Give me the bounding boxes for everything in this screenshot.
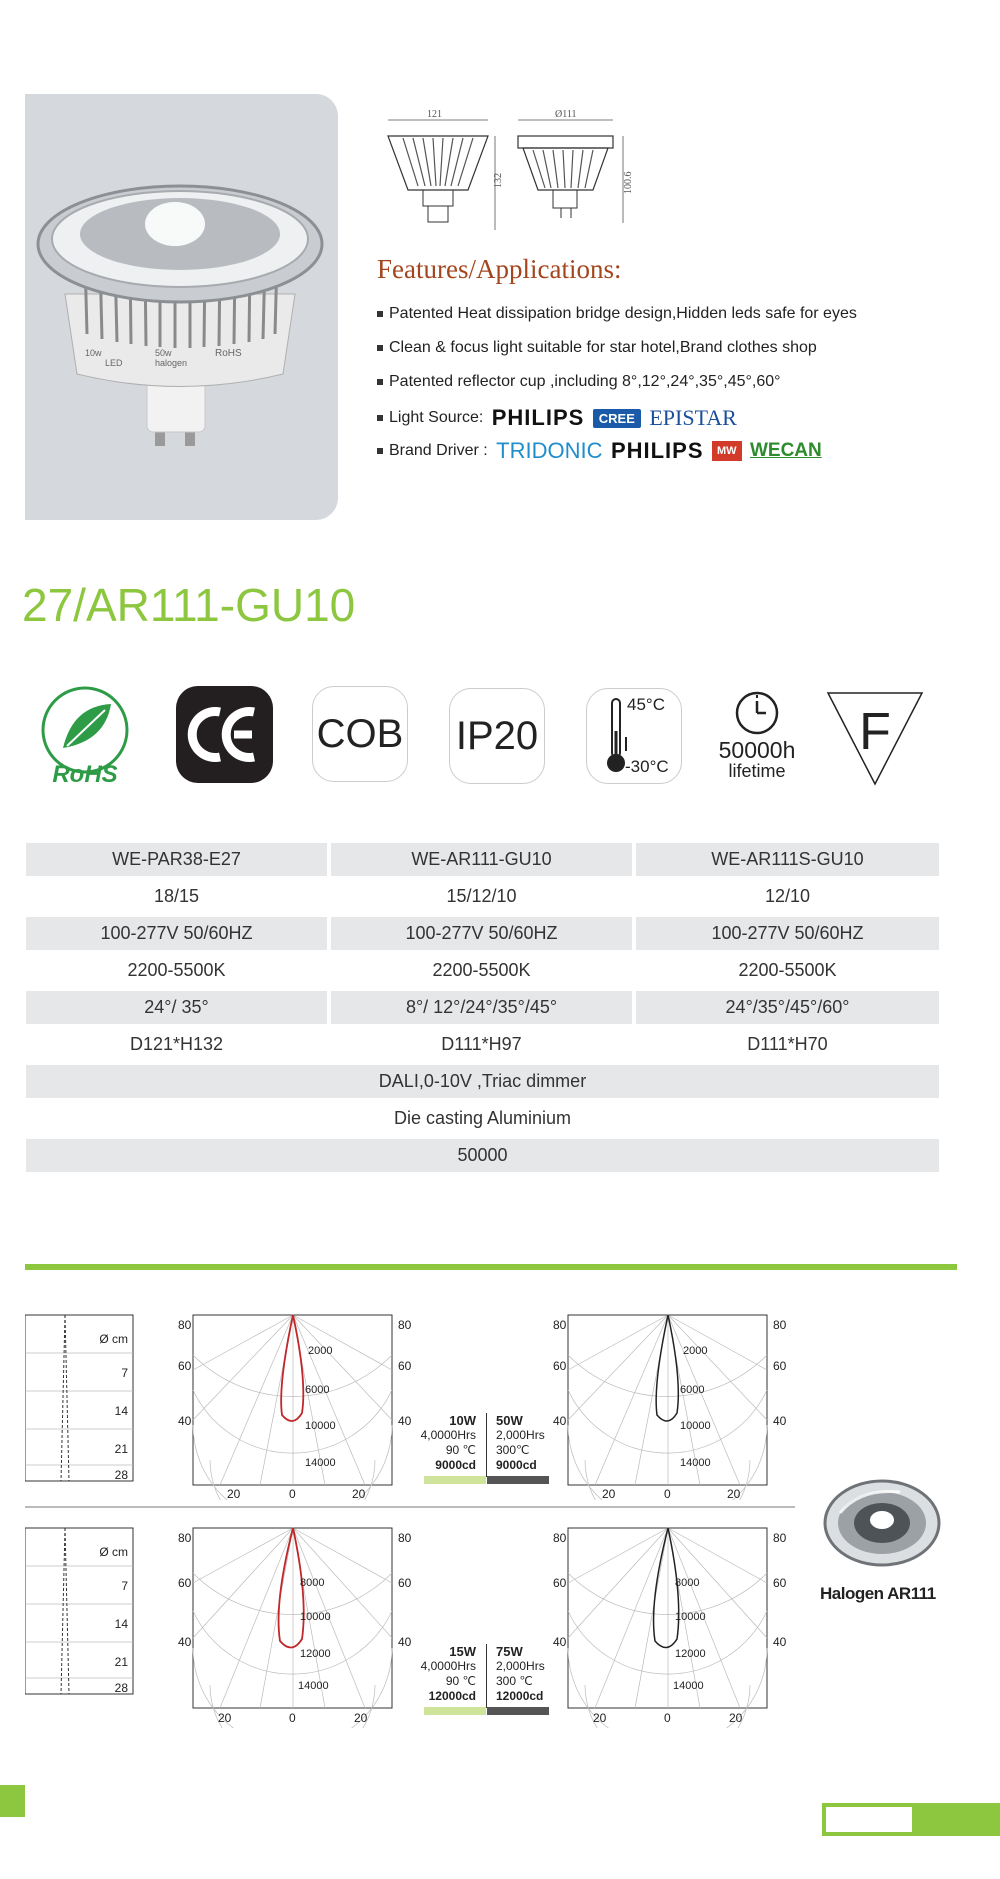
angle-tick: 80 [553,1531,567,1545]
angle-tick: 40 [178,1414,192,1428]
angle-tick: 60 [178,1576,192,1590]
angle-tick: 40 [398,1414,412,1428]
energy-class-letter: F [859,703,891,761]
bullet-icon [377,345,383,351]
photo-label-50w: 50w [155,348,172,358]
halogen-caption: Halogen AR111 [820,1584,936,1603]
meanwell-logo: MW [712,441,742,461]
table-cell: 12/10 [764,886,811,906]
angle-tick: 40 [553,1414,567,1428]
photo-label-halogen: halogen [155,358,188,368]
polar-chart-led-row1 [170,1310,430,1500]
brand-driver-row [377,438,822,464]
table-cell: WE-AR111S-GU10 [636,843,939,876]
intensity-label: 10000 [305,1420,336,1432]
distance-tick: 21 [114,1655,128,1669]
polar-chart-led-row2 [170,1523,430,1728]
tridonic-logo: TRIDONIC [496,438,603,463]
model-title: 27/AR111-GU10 [22,579,356,631]
table-cell: 18/15 [153,886,200,906]
distance-tick: 14 [114,1404,128,1418]
temperature-icon [586,688,682,784]
led-watt: 15W [449,1644,476,1659]
product-photo [25,94,338,520]
footer-accent-right [822,1803,1000,1836]
angle-tick: 60 [398,1359,412,1373]
table-row [26,991,939,1024]
row-divider [25,1506,795,1508]
angle-tick: 40 [773,1635,787,1649]
table-cell: D111*H97 [441,1034,522,1054]
angle-bottom-tick: 0 [289,1487,296,1500]
table-row [26,1028,939,1061]
halogen-temp: 300 ℃ [496,1674,533,1688]
intensity-label: 2000 [683,1345,708,1357]
brand-driver-label: Brand Driver : [389,442,488,460]
intensity-label: 8000 [300,1577,325,1589]
led-temp: 90 ℃ [445,1674,476,1688]
ip20-icon [449,688,545,784]
table-merged-row: 50000 [26,1139,939,1172]
photo-label-watts: 10w [85,348,102,358]
halogen-bar [487,1476,549,1484]
distance-tick: 28 [114,1468,128,1482]
angle-tick: 40 [553,1635,567,1649]
philips-logo: PHILIPS [491,405,585,430]
feature-item [377,305,857,323]
led-bar [424,1476,486,1484]
table-row [26,843,939,876]
angle-tick: 80 [773,1318,787,1332]
cree-logo: CREE [593,409,641,428]
temp-low: -30°C [625,757,669,776]
ce-mark-icon [176,686,273,783]
led-cd: 12000cd [428,1689,476,1703]
intensity-label: 14000 [673,1680,704,1692]
intensity-label: 10000 [675,1611,706,1623]
halogen-temp: 300℃ [496,1443,530,1457]
photo-label-rohs: RoHS [215,348,242,359]
angle-bottom-tick: 0 [664,1711,671,1725]
table-cell: 2200-5500K [432,960,531,980]
energy-class-icon [826,691,924,787]
philips-logo: PHILIPS [610,438,704,463]
angle-tick: 60 [178,1359,192,1373]
table-merged-row: Die casting Aluminium [393,1108,572,1128]
angle-bottom-tick: 20 [729,1711,743,1725]
angle-bottom-tick: 20 [218,1711,232,1725]
intensity-label: 2000 [308,1345,333,1357]
ip20-text: IP20 [455,713,539,758]
angle-bottom-tick: 20 [727,1487,741,1500]
angle-tick: 80 [398,1318,412,1332]
table-cell: 15/12/10 [446,886,517,906]
cob-icon [312,686,408,782]
section-divider [25,1264,957,1270]
feature-item [377,373,781,391]
angle-tick: 40 [773,1414,787,1428]
distance-tick: 28 [114,1681,128,1695]
table-cell: 2200-5500K [738,960,837,980]
angle-tick: 60 [553,1359,567,1373]
feature-text: Patented Heat dissipation bridge design,Hidden leds safe for eyes [389,305,857,322]
table-cell: 100-277V 50/60HZ [331,917,632,950]
dim-right-width: Ø111 [555,109,577,120]
table-cell: 100-277V 50/60HZ [636,917,939,950]
table-cell: 24°/35°/45°/60° [636,991,939,1024]
rohs-text: RoHS [52,761,118,786]
table-cell: D121*H132 [129,1034,224,1054]
temp-high: 45°C [627,695,665,714]
angle-bottom-tick: 0 [664,1487,671,1500]
feature-text: Clean & focus light suitable for star hotel,Brand clothes shop [389,339,817,356]
clock-icon [733,689,781,737]
table-row [26,880,939,913]
angle-tick: 80 [773,1531,787,1545]
halogen-bar [487,1707,549,1715]
table-row [26,954,939,987]
led-cd: 9000cd [435,1458,476,1472]
angle-bottom-tick: 20 [352,1487,366,1500]
photo-label-led: LED [105,358,123,368]
intensity-label: 8000 [675,1577,700,1589]
angle-tick: 80 [553,1318,567,1332]
beam-distance-chart [25,1526,135,1696]
angle-bottom-tick: 20 [593,1711,607,1725]
table-cell: D111*H70 [747,1034,828,1054]
intensity-label: 6000 [680,1384,705,1396]
angle-tick: 40 [178,1635,192,1649]
led-temp: 90 ℃ [445,1443,476,1457]
table-cell: WE-AR111-GU10 [331,843,632,876]
angle-bottom-tick: 0 [289,1711,296,1725]
intensity-label: 6000 [305,1384,330,1396]
rohs-icon [33,686,137,786]
table-cell: 2200-5500K [127,960,226,980]
intensity-label: 10000 [680,1420,711,1432]
angle-tick: 80 [398,1531,412,1545]
intensity-label: 14000 [305,1457,336,1469]
intensity-label: 14000 [680,1457,711,1469]
halogen-bulb-image [820,1478,945,1568]
halogen-watt: 75W [496,1644,523,1659]
distance-tick: 14 [114,1617,128,1631]
halogen-cd: 12000cd [496,1689,544,1703]
angle-tick: 60 [553,1576,567,1590]
angle-tick: 40 [398,1635,412,1649]
angle-tick: 60 [773,1576,787,1590]
footer-accent-left [0,1785,25,1817]
light-source-label: Light Source: [389,409,484,427]
bullet-icon [377,415,383,421]
table-row [26,917,939,950]
distance-unit: Ø cm [99,1545,128,1559]
bullet-icon [377,311,383,317]
epistar-logo: EPISTAR [649,405,737,430]
dim-left-height: 132 [493,173,504,188]
spec-table [26,843,939,1172]
led-hours: 4,0000Hrs [420,1428,476,1442]
led-bar [424,1707,486,1715]
table-cell: 8°/ 12°/24°/35°/45° [331,991,632,1024]
table-cell: 100-277V 50/60HZ [26,917,327,950]
angle-tick: 60 [398,1576,412,1590]
distance-tick: 7 [121,1579,128,1593]
led-watt: 10W [449,1413,476,1428]
polar-chart-halogen-row1 [545,1310,805,1500]
intensity-label: 10000 [300,1611,331,1623]
angle-bottom-tick: 20 [354,1711,368,1725]
distance-tick: 21 [114,1442,128,1456]
led-hours: 4,0000Hrs [420,1659,476,1673]
angle-tick: 80 [178,1531,192,1545]
polar-chart-halogen-row2 [545,1523,805,1728]
dimension-drawings [383,108,643,238]
angle-bottom-tick: 20 [227,1487,241,1500]
intensity-label: 14000 [298,1680,329,1692]
angle-tick: 80 [178,1318,192,1332]
dim-left-width: 121 [427,109,442,120]
intensity-label: 12000 [675,1648,706,1660]
thermometer-icon [605,697,627,775]
intensity-label: 12000 [300,1648,331,1660]
angle-tick: 60 [773,1359,787,1373]
distance-tick: 7 [121,1366,128,1380]
cob-text: COB [316,711,404,756]
feature-item [377,339,817,357]
comparison-block-row1 [416,1413,552,1485]
light-source-row [377,405,737,431]
lifetime-label: lifetime [728,761,786,781]
angle-bottom-tick: 20 [602,1487,616,1500]
halogen-cd: 9000cd [496,1458,537,1472]
bullet-icon [377,448,383,454]
wecan-logo: WECAN [749,440,822,461]
lifetime-block [712,686,802,786]
features-title: Features/Applications: [377,254,622,284]
comparison-block-row2 [416,1644,552,1716]
lifetime-value: 50000h [718,737,796,763]
table-merged-row: DALI,0-10V ,Triac dimmer [26,1065,939,1098]
table-cell: 24°/ 35° [26,991,327,1024]
bullet-icon [377,379,383,385]
feature-text: Patented reflector cup ,including 8°,12°,24°,35°,45°,60° [389,373,781,390]
halogen-hours: 2,000Hrs [496,1428,545,1442]
beam-distance-chart [25,1313,135,1483]
distance-unit: Ø cm [99,1332,128,1346]
dim-right-height: 100.6 [623,171,634,194]
halogen-hours: 2,000Hrs [496,1659,545,1673]
table-cell: WE-PAR38-E27 [26,843,327,876]
halogen-watt: 50W [496,1413,523,1428]
